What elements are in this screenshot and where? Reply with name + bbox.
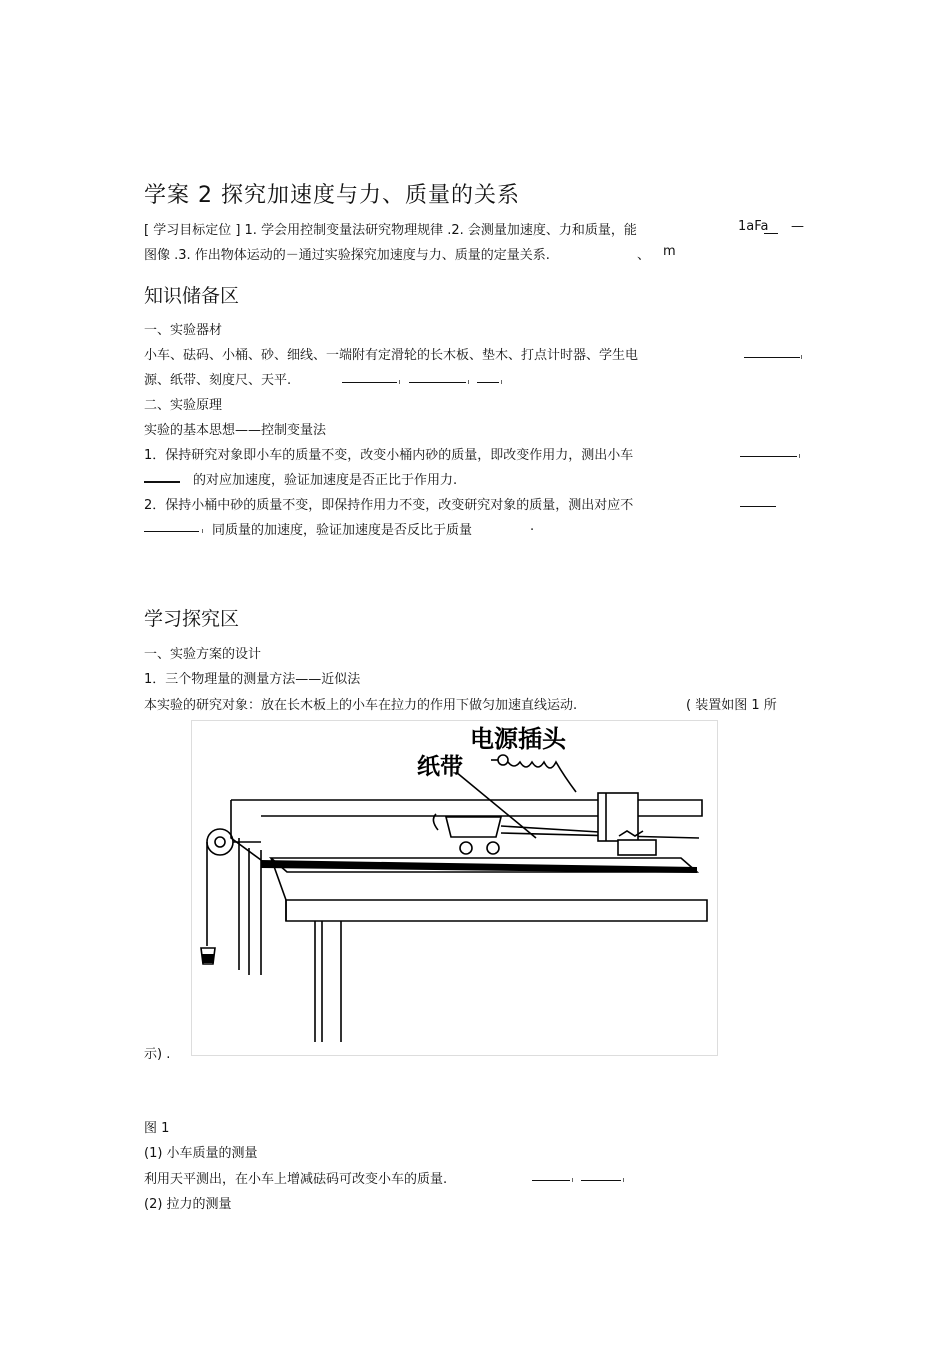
- section-heading-explore: 学习探究区: [144, 608, 240, 630]
- formula-fragment: 1aFa: [738, 219, 769, 234]
- paragraph-principle-2a: 2．保持小桶中砂的质量不变，即保持作用力不变，改变研究对象的质量，测出对应不: [144, 498, 634, 513]
- paragraph-figure-ref: ( 装置如图 1 所: [686, 698, 777, 713]
- paragraph-mass: 利用天平测出，在小车上增减砝码可改变小车的质量.: [144, 1172, 448, 1187]
- learning-goals-line1: [ 学习目标定位 ] 1. 学会用控制变量法研究物理规律 .2. 会测量加速度、力和质量，能: [144, 223, 637, 238]
- subheading-principle: 二、实验原理: [144, 398, 223, 413]
- blank-line: [581, 1180, 621, 1181]
- section-heading-knowledge: 知识储备区: [144, 285, 240, 307]
- apparatus-diagram: [191, 720, 718, 1056]
- subheading-equipment: 一、实验器材: [144, 323, 223, 338]
- figure-caption: 图 1: [144, 1121, 170, 1136]
- formula-dash: —: [791, 219, 804, 234]
- learning-goals-line2: 图像 .3. 作出物体运动的－通过实验探究加速度与力、质量的定量关系.: [144, 248, 550, 263]
- apparatus-figure: [191, 720, 718, 1056]
- paragraph-research-object: 本实验的研究对象：放在长木板上的小车在拉力的作用下做匀加速直线运动.: [144, 698, 578, 713]
- label-power-plug: 电源插头: [470, 724, 566, 753]
- paragraph-equipment-2: 源、纸带、刻度尺、天平.: [144, 373, 292, 388]
- blank-line: [532, 1180, 570, 1181]
- paragraph-principle-1a: 1．保持研究对象即小车的质量不变，改变小桶内砂的质量，即改变作用力，测出小车: [144, 448, 634, 463]
- blank-line: [342, 382, 397, 383]
- sentence-period: .: [530, 519, 535, 534]
- paragraph-principle: 实验的基本思想——控制变量法: [144, 423, 327, 438]
- blank-line: [409, 382, 466, 383]
- page-title: 学案 2 探究加速度与力、质量的关系: [144, 183, 520, 208]
- subheading-design: 一、实验方案的设计: [144, 647, 262, 662]
- subheading-mass: (1) 小车质量的测量: [144, 1146, 258, 1161]
- blank-line: [744, 357, 800, 358]
- blank-line: [764, 233, 778, 234]
- formula-separator: 、: [637, 248, 651, 263]
- paragraph-equipment-1: 小车、砝码、小桶、砂、细线、一端附有定滑轮的长木板、垫木、打点计时器、学生电: [144, 348, 639, 363]
- paragraph-method: 1．三个物理量的测量方法——近似法: [144, 672, 361, 687]
- blank-line: [740, 456, 797, 457]
- blank-line: [144, 481, 180, 483]
- subheading-force: (2) 拉力的测量: [144, 1197, 232, 1212]
- blank-line: [144, 531, 199, 532]
- paragraph-principle-1b: 的对应加速度，验证加速度是否正比于作用力.: [193, 473, 458, 488]
- paragraph-principle-2b: 同质量的加速度，验证加速度是否反比于质量: [212, 523, 473, 538]
- label-paper-tape: 纸带: [417, 753, 463, 780]
- blank-line: [477, 382, 499, 383]
- formula-m: m: [663, 244, 676, 259]
- paragraph-figure-ref-cont: 示) .: [144, 1047, 171, 1062]
- blank-line: [740, 506, 776, 507]
